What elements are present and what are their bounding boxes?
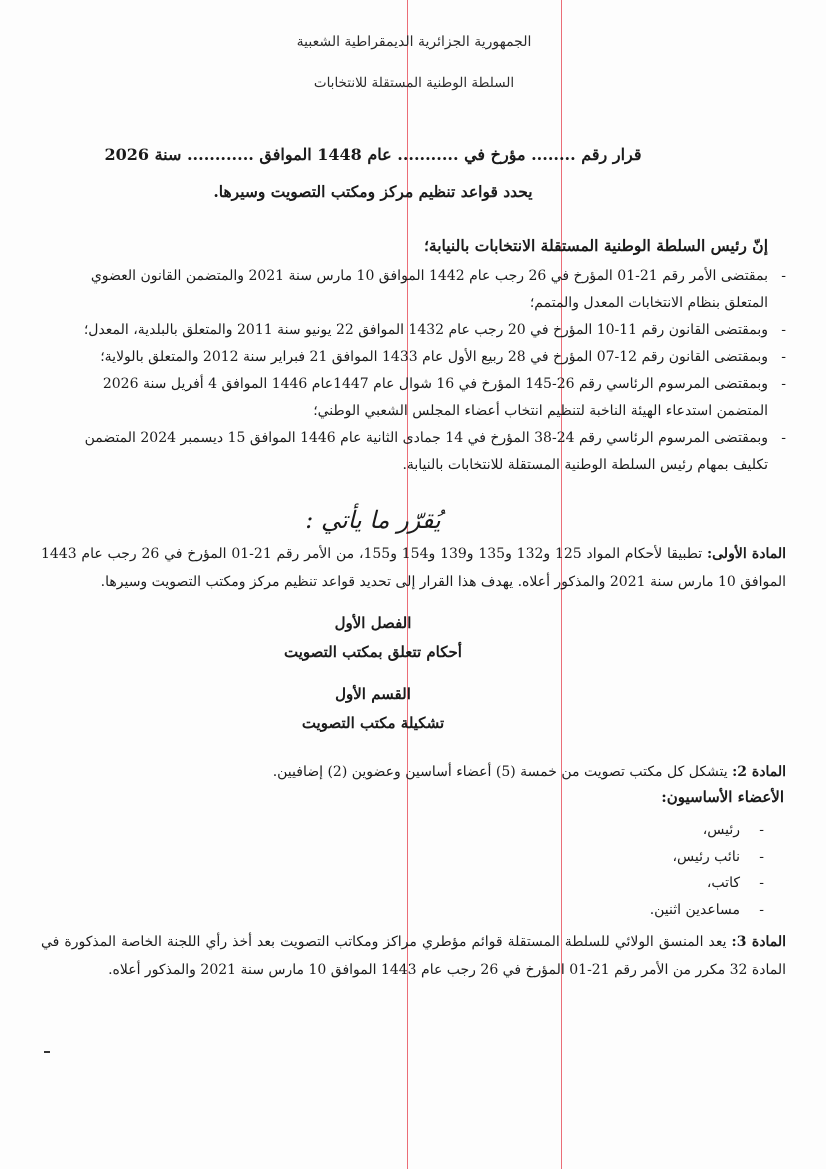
member-item: - مساعدين اثنين. (650, 897, 764, 924)
article-3-label: المادة 3: (731, 934, 786, 950)
members-list (650, 817, 764, 923)
member-item: - رئيس، (650, 817, 764, 844)
members-heading: الأعضاء الأساسيون: (661, 788, 784, 806)
chapter-title: أحكام تتعلق بمكتب التصويت (284, 643, 462, 661)
member-item: - نائب رئيس، (650, 844, 764, 871)
preamble-item: - وبمقتضى القانون رقم 12-07 المؤرخ في 28 ربيع الأول عام 1433 الموافق 21 فبراير سنة 2012 والمتعلق بالولاية؛ (51, 344, 786, 371)
preamble-item: - وبمقتضى المرسوم الرئاسي رقم 24-38 المؤرخ في 14 جمادى الثانية عام 1446 الموافق 15 ديسمبر 2024 المتضمن تكليف بمهام رئيس السلطة الوطنية المستقلة للانتخابات بالنيابة. (51, 425, 786, 479)
article-2-label: المادة 2: (732, 764, 786, 780)
decision-title: قرار رقم ........ مؤرخ في ........... عام 1448 الموافق ............ سنة 2026 (104, 145, 642, 164)
article-1-label: المادة الأولى: (706, 546, 787, 562)
decision-subtitle: يحدد قواعد تنظيم مركز ومكتب التصويت وسيرها. (213, 182, 533, 201)
stray-mark (44, 1051, 50, 1053)
chapter-number: الفصل الأول (334, 614, 412, 632)
preamble-heading: إنّ رئيس السلطة الوطنية المستقلة الانتخابات بالنيابة؛ (423, 236, 768, 255)
article-3 (41, 928, 786, 984)
republic-heading: الجمهورية الجزائرية الديمقراطية الشعبية (296, 34, 532, 50)
article-2 (41, 758, 786, 786)
section-number: القسم الأول (335, 685, 411, 703)
preamble-item: - وبمقتضى المرسوم الرئاسي رقم 26-145 المؤرخ في 16 شوال عام 1447عام 1446 الموافق 4 أفريل سنة 2026 المتضمن استدعاء الهيئة الناخبة لتنظيم انتخاب أعضاء المجلس الشعبي الوطني؛ (51, 371, 786, 425)
preamble-item: - وبمقتضى القانون رقم 11-10 المؤرخ في 20 رجب عام 1432 الموافق 22 يونيو سنة 2011 والمتعلق بالبلدية، المعدل؛ (51, 317, 786, 344)
preamble-list (51, 263, 786, 479)
article-1-text: تطبيقا لأحكام المواد 125 و132 و135 و139 و154 و155، من الأمر رقم 21-01 المؤرخ في 26 رجب عام 1443 الموافق 10 مارس سنة 2021 والمذكور أعلاه. يهدف هذا القرار إلى تحديد قواعد تنظيم مركز ومكتب التصويت وسيرها. (41, 546, 786, 590)
preamble-item: - بمقتضى الأمر رقم 21-01 المؤرخ في 26 رجب عام 1442 الموافق 10 مارس سنة 2021 والمتضمن القانون العضوي المتعلق بنظام الانتخابات المعدل والمتمم؛ (51, 263, 786, 317)
decides-heading: يُقرّر ما يأتي : (305, 506, 441, 534)
article-3-text: يعد المنسق الولائي للسلطة المستقلة قوائم مؤطري مراكز ومكاتب التصويت بعد أخذ رأي اللجنة الخاصة المذكورة في المادة 32 مكرر من الأمر رقم 21-01 المؤرخ في 26 رجب عام 1443 الموافق 10 مارس سنة 2021 والمذكور أعلاه. (41, 934, 786, 978)
authority-heading: السلطة الوطنية المستقلة للانتخابات (313, 75, 515, 91)
article-2-text: يتشكل كل مكتب تصويت من خمسة (5) أعضاء أساسين وعضوين (2) إضافيين. (272, 764, 733, 780)
member-item: - كاتب، (650, 870, 764, 897)
section-title: تشكيلة مكتب التصويت (301, 714, 445, 732)
article-1 (41, 540, 786, 596)
